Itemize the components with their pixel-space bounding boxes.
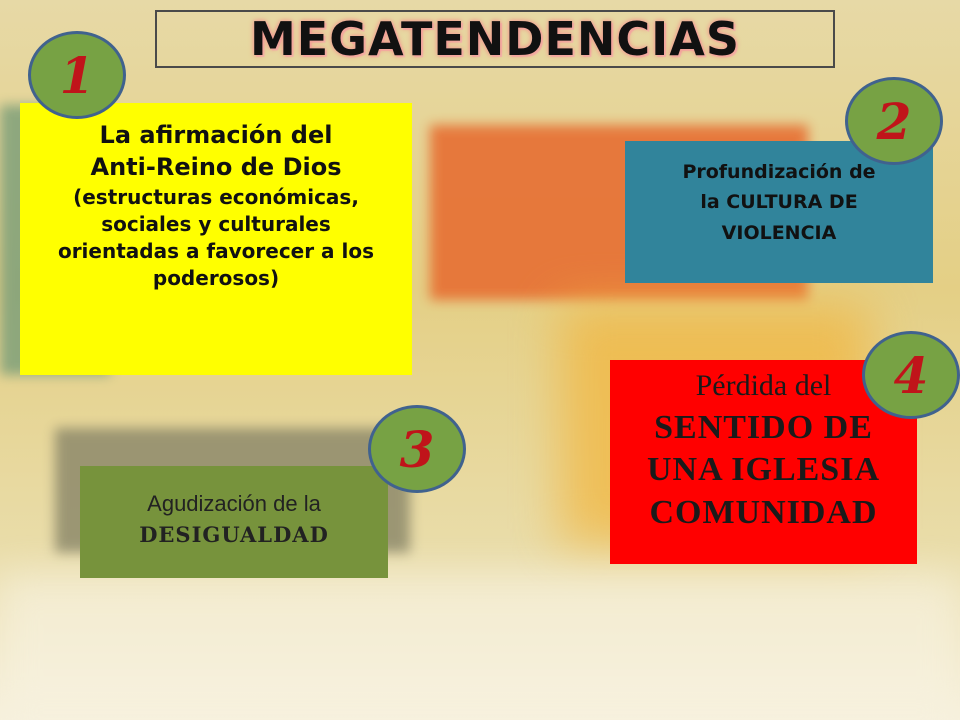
blurred-shape-light: [0, 575, 960, 720]
trend-card-1: [20, 103, 412, 375]
trend-3-line-2: DESIGUALDAD: [139, 521, 329, 547]
trend-2-line-3: VIOLENCIA: [721, 221, 837, 244]
trend-1-line-1: La afirmación del: [99, 121, 333, 149]
trend-3-line-1: Agudización de la: [147, 491, 321, 516]
trend-1-description: (estructuras económicas, sociales y culturales orientadas a favorecer a los poderosos): [57, 184, 375, 290]
page-title: MEGATENDENCIAS: [250, 12, 740, 66]
trend-4-line-3: UNA IGLESIA: [646, 451, 880, 488]
title-box: [155, 10, 835, 68]
trend-1-line-2: Anti-Reino de Dios: [90, 153, 342, 182]
number-badge-4: 4: [862, 331, 960, 419]
trend-2-line-1: Profundización de: [682, 161, 876, 183]
trend-4-line-1: Pérdida del: [695, 369, 832, 402]
trend-card-3: [80, 466, 388, 578]
number-badge-3: 3: [368, 405, 466, 493]
trend-2-line-2: la CULTURA DE: [700, 191, 858, 214]
number-badge-2: 2: [845, 77, 943, 165]
number-badge-1: 1: [28, 31, 126, 119]
trend-4-line-2: SENTIDO DE: [654, 408, 873, 446]
trend-4-line-4: COMUNIDAD: [649, 493, 878, 531]
